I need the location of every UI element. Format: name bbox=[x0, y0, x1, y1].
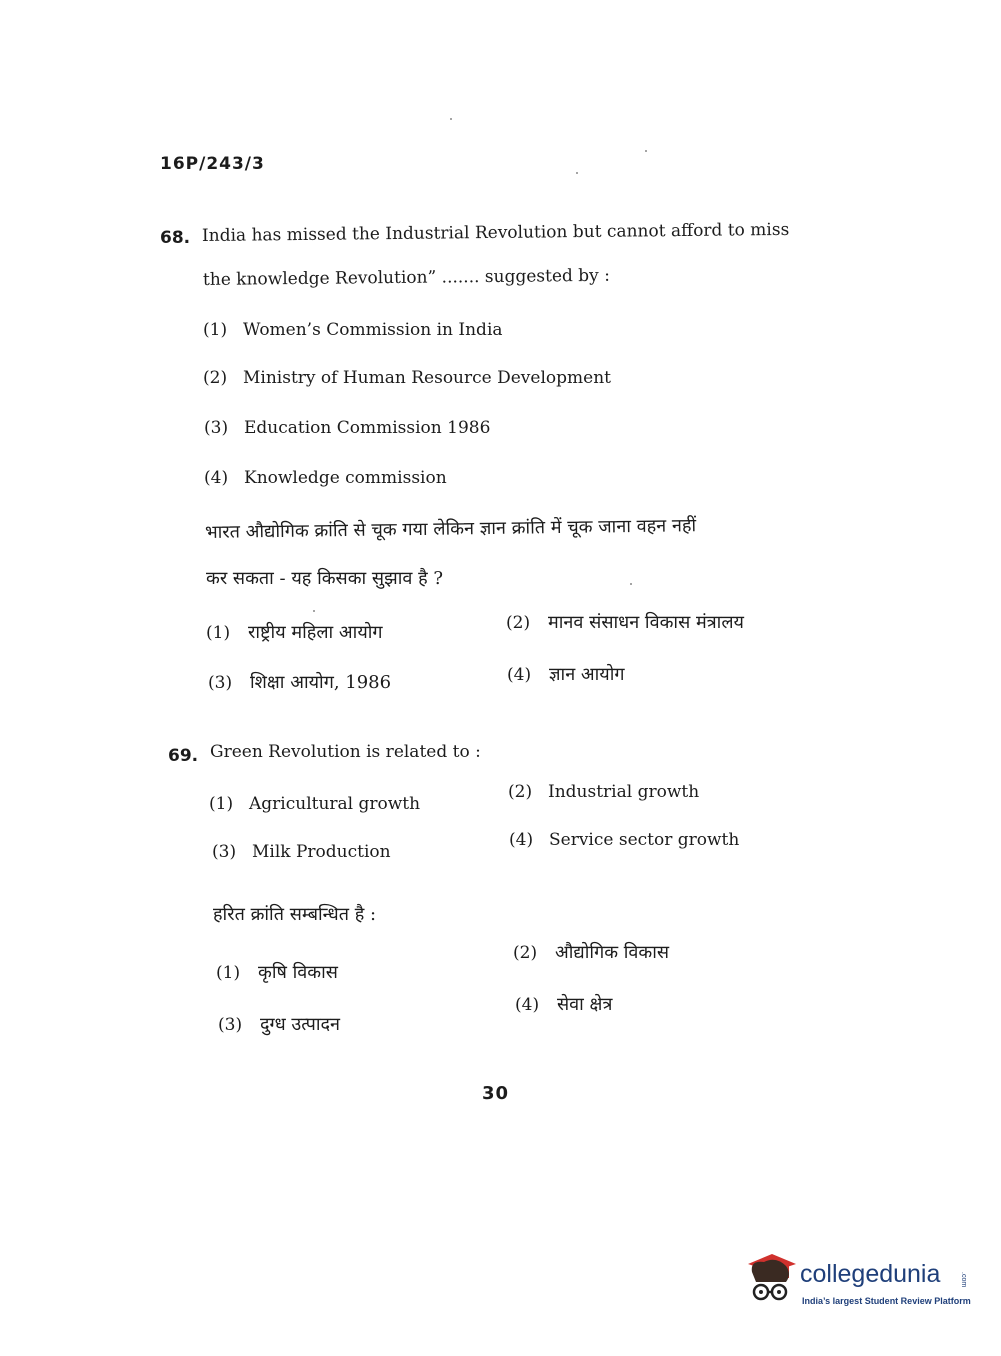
option-number: (3) bbox=[218, 1015, 243, 1035]
question-number: 68. bbox=[160, 228, 191, 248]
option-number: (4) bbox=[515, 995, 540, 1015]
option-text: Ministry of Human Resource Development bbox=[243, 368, 611, 388]
option-hindi bbox=[216, 960, 338, 984]
option-text: दुग्ध उत्पादन bbox=[260, 1014, 341, 1035]
scan-speck bbox=[630, 583, 632, 585]
booklet-code: 16P/243/3 bbox=[160, 154, 265, 174]
scan-speck bbox=[645, 150, 647, 152]
mascot-icon bbox=[742, 1250, 800, 1310]
option-number: (4) bbox=[509, 830, 534, 850]
option-text: शिक्षा आयोग, 1986 bbox=[250, 672, 392, 693]
scan-speck bbox=[576, 172, 578, 174]
option-number: (2) bbox=[513, 943, 538, 963]
collegedunia-logo bbox=[742, 1250, 982, 1312]
brand-tagline: India’s largest Student Review Platform bbox=[802, 1296, 971, 1306]
option bbox=[204, 468, 447, 488]
option-number: (4) bbox=[204, 468, 229, 488]
question-text-line: India has missed the Industrial Revolution but cannot afford to miss bbox=[201, 219, 790, 246]
option-text: ज्ञान आयोग bbox=[549, 664, 625, 685]
option-hindi bbox=[507, 662, 625, 686]
option-number: (2) bbox=[508, 782, 533, 802]
option-hindi bbox=[506, 610, 744, 634]
brand-suffix: .com bbox=[960, 1272, 967, 1288]
option-text: Women’s Commission in India bbox=[243, 320, 503, 340]
option-number: (1) bbox=[216, 963, 241, 983]
option-number: (1) bbox=[203, 320, 228, 340]
option-hindi bbox=[515, 992, 612, 1016]
option-text: Knowledge commission bbox=[244, 468, 447, 488]
option-number: (3) bbox=[204, 418, 229, 438]
option-hindi bbox=[206, 620, 383, 644]
option bbox=[204, 418, 490, 438]
scan-speck bbox=[313, 610, 315, 612]
option-number: (1) bbox=[206, 623, 231, 643]
option-number: (2) bbox=[506, 613, 531, 633]
option bbox=[209, 794, 420, 814]
option-number: (2) bbox=[203, 368, 228, 388]
option-text: कृषि विकास bbox=[258, 962, 338, 983]
question-text-line: Green Revolution is related to : bbox=[210, 742, 481, 762]
page-number: 30 bbox=[482, 1083, 510, 1104]
option-number: (1) bbox=[209, 794, 234, 814]
option-text: Education Commission 1986 bbox=[244, 418, 491, 438]
question-text-hindi-line: कर सकता - यह किसका सुझाव है ? bbox=[206, 568, 444, 589]
scan-speck bbox=[450, 118, 452, 120]
option-text: सेवा क्षेत्र bbox=[557, 994, 613, 1015]
option bbox=[212, 842, 391, 862]
option-text: Milk Production bbox=[252, 842, 391, 862]
option-number: (3) bbox=[212, 842, 237, 862]
option-number: (3) bbox=[208, 673, 233, 693]
option-text: राष्ट्रीय महिला आयोग bbox=[248, 622, 383, 643]
option bbox=[203, 320, 503, 340]
question-text-hindi-line: हरित क्रांति सम्बन्धित है : bbox=[213, 904, 377, 925]
option bbox=[509, 830, 739, 850]
brand-name: collegedunia bbox=[800, 1260, 941, 1288]
option-hindi bbox=[513, 940, 669, 964]
option-text: Industrial growth bbox=[548, 782, 700, 802]
option-hindi bbox=[218, 1012, 340, 1036]
question-text-line: the knowledge Revolution” ....... suggested by : bbox=[202, 265, 610, 290]
question-number: 69. bbox=[168, 746, 199, 766]
option-text: Service sector growth bbox=[549, 830, 740, 850]
option-text: औद्योगिक विकास bbox=[555, 942, 670, 963]
option-text: मानव संसाधन विकास मंत्रालय bbox=[548, 612, 744, 633]
question-text-hindi-line: भारत औद्योगिक क्रांति से चूक गया लेकिन ज्ञान क्रांति में चूक जाना वहन नहीं bbox=[204, 515, 697, 543]
option-text: Agricultural growth bbox=[249, 794, 421, 814]
option bbox=[203, 368, 611, 388]
option bbox=[508, 782, 699, 802]
option-number: (4) bbox=[507, 665, 532, 685]
option-hindi bbox=[208, 670, 391, 694]
